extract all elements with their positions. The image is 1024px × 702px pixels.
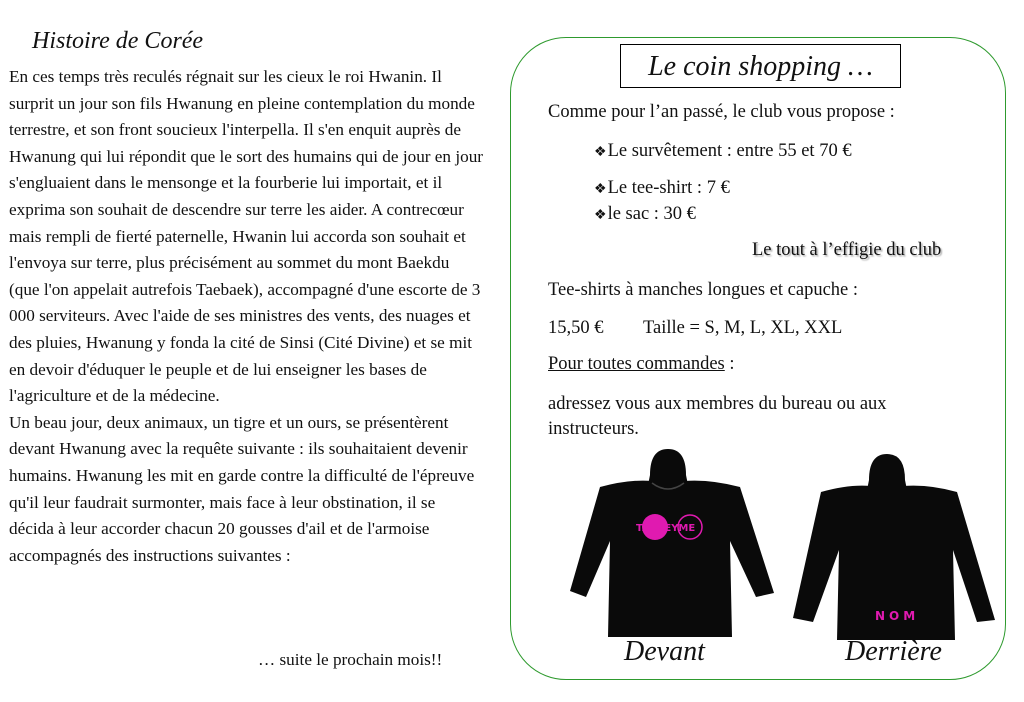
story-paragraph-1: En ces temps très reculés régnait sur les cieux le roi Hwanin. Il surprit un jour son fils Hwanung en pleine contemplation du monde terrestre, et son front soucieux l'interpella. Il s'en enquit auprès de Hwanung qui lui répondit que le sort des humains qui de jour en jour s'engluaient dans le mensonge et la fourberie lui importait, et il exprima son souhait de descendre sur terre les aider. A contrecœur mais rempli de fierté paternelle, Hwanin lui accorda son souhait et l'envoya sur terre, plus précisément au sommet du mont Baekdu (que l'on appelait autrefois Taebaek), accompagné d'une escorte de 3 000 serviteurs. Avec l'aide de ses ministres des vents, des nuages et des pluies, Hwanung y fonda la cité de Sinsi (Cité Divine) et se mit en devoir d'éduquer le peuple et de lui enseigner les bases de l'agriculture et de la médecine.: [9, 67, 484, 406]
shop-item-teeshirt: ❖Le tee-shirt : 7 €: [594, 178, 730, 198]
shop-sizes: Taille = S, M, L, XL, XXL: [643, 318, 843, 338]
back-name-text: NOM: [875, 609, 920, 623]
bullet-icon: ❖: [594, 182, 607, 197]
shop-item-tracksuit: ❖Le survêtement : entre 55 et 70 €: [594, 141, 852, 161]
shop-contact: adressez vous aux membres du bureau ou aux instructeurs.: [548, 394, 887, 439]
hoodie-front-image: [560, 445, 785, 640]
bullet-icon: ❖: [594, 208, 607, 223]
story-body: [9, 64, 483, 569]
story-continued: … suite le prochain mois!!: [258, 650, 443, 669]
shop-item-bag: ❖le sac : 30 €: [594, 204, 696, 224]
story-title: Histoire de Corée: [32, 28, 204, 54]
front-logo-text: TAEKEYME: [636, 523, 696, 534]
shop-teeshirts-line: Tee-shirts à manches longues et capuche :: [548, 280, 859, 300]
hoodie-back-image: [785, 450, 1000, 642]
front-caption: Devant: [624, 636, 705, 667]
back-caption: Derrière: [845, 636, 942, 667]
shop-orders: Pour toutes commandes :: [548, 354, 735, 374]
bullet-icon: ❖: [594, 145, 607, 160]
shop-effigy-note: Le tout à l’effigie du club: [752, 240, 942, 260]
shop-intro: Comme pour l’an passé, le club vous propose :: [548, 102, 895, 122]
shop-title: Le coin shopping …: [620, 44, 901, 88]
shop-price: 15,50 €: [548, 318, 604, 338]
story-paragraph-2: Un beau jour, deux animaux, un tigre et un ours, se présentèrent devant Hwanung avec la requête suivante : ils souhaitaient devenir humains. Hwanung les mit en garde contre la difficulté de l'épreuve qu'il leur faudrait surmonter, mais face à leur obstination, il se décida à leur accorder chacun 20 gousses d'ail et de l'armoise accompagnés des instructions suivantes :: [9, 412, 475, 565]
